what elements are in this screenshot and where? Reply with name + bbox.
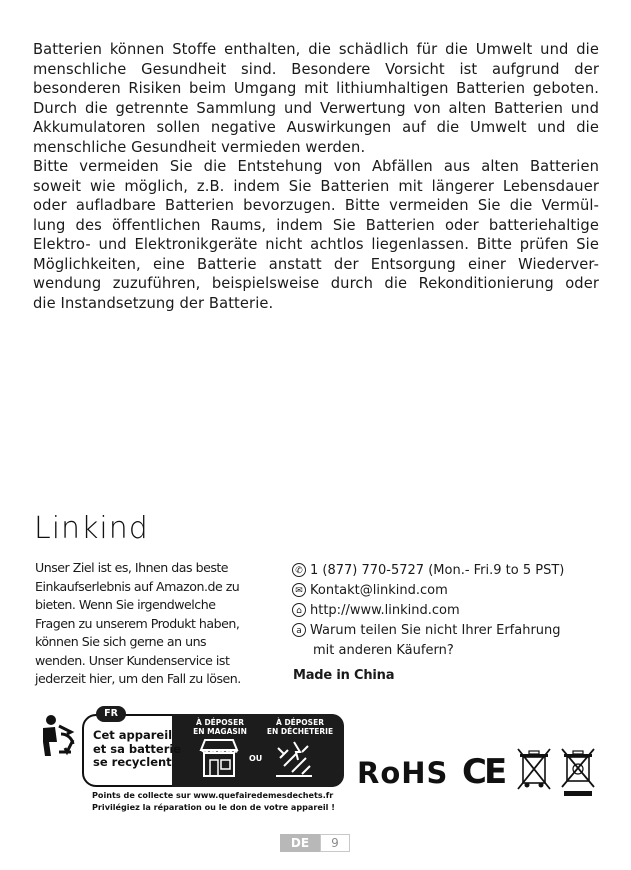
text-line: Akkumulatoren sollen negative Auswirkungen auf die Umwelt und die	[33, 119, 599, 136]
or-label: OU	[249, 754, 263, 763]
store-icon	[197, 738, 241, 778]
text-line: oder aufladbare Batterien bevorzugen. Bitte vermeiden Sie die Vermül-	[33, 197, 599, 214]
page-number: 9	[320, 834, 350, 852]
text-line: wendung zuzuführen, beispielsweise durch die Rekonditionierung oder	[33, 275, 599, 292]
collecte-line: Points de collecte sur www.quefairedemesdechets.fr	[92, 790, 334, 800]
text-line: menschliche Gesundheit sind. Besondere Vorsicht ist aufgrund der	[33, 60, 599, 78]
decheterie-line: EN DÉCHETERIE	[266, 727, 334, 736]
battery-disposal-paragraph	[33, 40, 599, 313]
rohs-mark: RoHS	[357, 756, 449, 790]
text-line: lung des öffentlichen Raums, indem Sie Batterien oder batteriehaltige	[33, 216, 599, 234]
dechet-icon	[272, 738, 316, 778]
review-row	[292, 620, 612, 640]
about-line: Fragen zu unserem Produkt haben,	[35, 615, 240, 631]
recycle-headline	[93, 729, 181, 770]
text-line: soweit wie möglich, z.B. indem Sie Batterien mit längerer Lebensdauer	[33, 177, 599, 195]
text-line: Durch die getrennte Sammlung und Verwertung von alten Batterien und	[33, 99, 599, 117]
text-line: Bitte vermeiden Sie die Entstehung von Abfällen aus alten Batterien	[33, 158, 599, 175]
about-line: bieten. Wenn Sie irgendwelche	[35, 597, 216, 612]
magasin-line: EN MAGASIN	[193, 727, 247, 736]
headline-line: se recyclent	[93, 755, 172, 769]
review-text-line2: mit anderen Käufern?	[313, 642, 454, 658]
magasin-line: À DÉPOSER	[196, 718, 244, 727]
page-footer	[280, 834, 350, 852]
email-address: Kontakt@linkind.com	[310, 582, 448, 598]
phone-icon: ✆	[292, 563, 306, 577]
mail-icon: ✉	[292, 583, 306, 597]
language-badge: DE	[280, 834, 320, 852]
text-line: Möglichkeiten, eine Batterie anstatt der Entsorgung einer Wiederver-	[33, 255, 599, 273]
about-line: Einkaufserlebnis auf Amazon.de zu	[35, 578, 240, 594]
review-text-line1: Warum teilen Sie nicht Ihrer Erfahrung	[310, 622, 561, 638]
triman-icon	[37, 712, 77, 760]
about-line: jederzeit hier, um den Fall zu lösen.	[35, 671, 241, 686]
headline-line: et sa batterie	[93, 741, 182, 756]
about-us-text	[35, 559, 275, 689]
brand-logo: Linkind	[34, 511, 149, 546]
website-row	[292, 600, 612, 620]
text-line: besonderen Risiken beim Umgang mit lithiumhaltigen Batterien geboten.	[33, 80, 599, 97]
at-icon: a	[292, 623, 306, 637]
decheterie-label	[260, 718, 340, 736]
review-row-cont	[292, 640, 612, 660]
collecte-line: Privilégiez la réparation ou le don de votre appareil !	[92, 801, 335, 812]
about-line: wenden. Unser Kundenservice ist	[35, 652, 230, 668]
website-link[interactable]: http://www.linkind.com	[310, 602, 460, 618]
decheterie-line: À DÉPOSER	[276, 718, 324, 727]
magasin-label	[187, 718, 253, 736]
phone-row	[292, 560, 612, 580]
email-row	[292, 580, 612, 600]
headline-line: Cet appareil	[93, 728, 173, 742]
fr-badge: FR	[96, 706, 126, 722]
made-in-label: Made in China	[293, 668, 395, 683]
about-line: können Sie sich gerne an uns	[35, 634, 207, 649]
collecte-note	[92, 790, 352, 813]
text-line: Elektro- und Elektronikgeräte nicht achtlos liegenlassen. Bitte prüfen Sie	[33, 236, 599, 253]
recycling-info-panel	[82, 704, 344, 788]
about-line: Unser Ziel ist es, Ihnen das beste	[35, 560, 229, 575]
ce-mark: CE	[462, 752, 505, 792]
text-line: menschliche Gesundheit vermieden werden.	[33, 138, 366, 156]
home-icon: ⌂	[292, 603, 306, 617]
phone-number: 1 (877) 770-5727 (Mon.- Fri.9 to 5 PST)	[310, 562, 565, 578]
contact-block	[292, 560, 612, 660]
text-line: Batterien können Stoffe enthalten, die schädlich für die Umwelt und die	[33, 41, 599, 58]
weee-bin-icon	[514, 745, 554, 795]
text-line: die Instandsetzung der Batterie.	[33, 294, 274, 312]
battery-bin-icon	[558, 745, 598, 799]
